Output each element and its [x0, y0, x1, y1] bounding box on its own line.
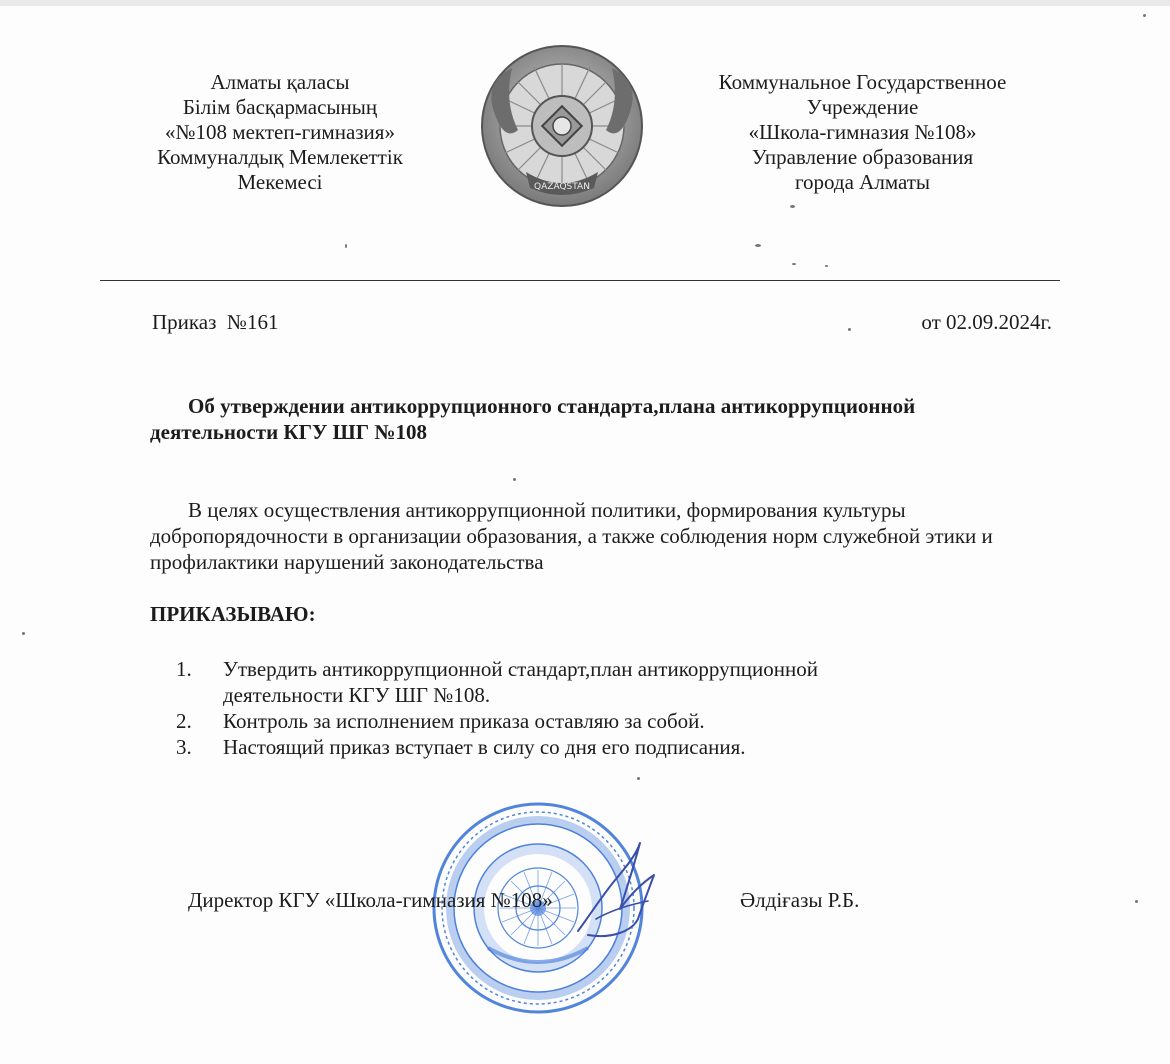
- scan-speck: [637, 777, 640, 780]
- scan-speck: [1143, 14, 1146, 17]
- header-right-line: Коммунальное Государственное: [718, 70, 1007, 94]
- header-left-line: «№108 мектеп-гимназия»: [165, 120, 395, 144]
- list-item-text: Утвердить антикоррупционной стандарт,план антикоррупционной деятельности КГУ ШГ №108.: [223, 657, 819, 707]
- header-left-line: Алматы қаласы: [210, 70, 350, 94]
- scan-edge: [0, 0, 1170, 6]
- list-item: [176, 734, 936, 760]
- header-left-line: Коммуналдық Мемлекеттік: [157, 145, 403, 169]
- header-right-line: Учреждение: [806, 95, 919, 119]
- scan-speck: [790, 205, 795, 208]
- scan-speck: [345, 244, 347, 248]
- scan-speck: [848, 328, 851, 331]
- order-number: Приказ №161: [152, 310, 279, 334]
- scan-speck: [1135, 900, 1138, 903]
- order-heading: ПРИКАЗЫВАЮ:: [150, 602, 316, 626]
- scan-speck: [22, 632, 25, 635]
- list-item-text: Контроль за исполнением приказа оставляю за собой.: [223, 709, 705, 733]
- header-right-line: Управление образования: [751, 145, 974, 169]
- emblem-text: QAZAQSTAN: [534, 182, 590, 192]
- preamble-paragraph: В целях осуществления антикоррупционной политики, формирования культуры добропорядочности в организации образования, а также соблюдения норм служебной этики и профилактики нарушений законодательства: [150, 498, 993, 574]
- director-label: Директор КГУ «Школа-гимназия №108»: [188, 888, 553, 912]
- list-item: [176, 656, 936, 708]
- header-divider: [100, 280, 1060, 281]
- header-right-line: «Школа-гимназия №108»: [748, 120, 977, 144]
- document-title: Об утверждении антикоррупционного стандарта,плана антикоррупционной деятельности КГУ ШГ №108: [150, 394, 916, 444]
- list-item-text: Настоящий приказ вступает в силу со дня его подписания.: [223, 735, 746, 759]
- order-date: от 02.09.2024г.: [921, 310, 1052, 334]
- list-item-number: 2.: [176, 709, 192, 733]
- header-right-line: города Алматы: [794, 170, 931, 194]
- state-emblem-icon: [474, 42, 650, 214]
- scan-speck: [513, 478, 516, 481]
- scan-speck: [825, 265, 828, 267]
- scan-speck: [792, 263, 796, 265]
- scan-speck: [755, 244, 761, 247]
- handwritten-signature-icon: [570, 835, 670, 945]
- header-left-line: Мекемесі: [237, 170, 323, 194]
- list-item: [176, 708, 936, 734]
- director-name: Әлдіғазы Р.Б.: [740, 888, 860, 912]
- header-kazakh: [110, 70, 450, 195]
- header-russian: [690, 70, 1035, 195]
- header-left-line: Білім басқармасының: [182, 95, 378, 119]
- list-item-number: 1.: [176, 657, 192, 681]
- order-items-list: [176, 656, 936, 760]
- list-item-number: 3.: [176, 735, 192, 759]
